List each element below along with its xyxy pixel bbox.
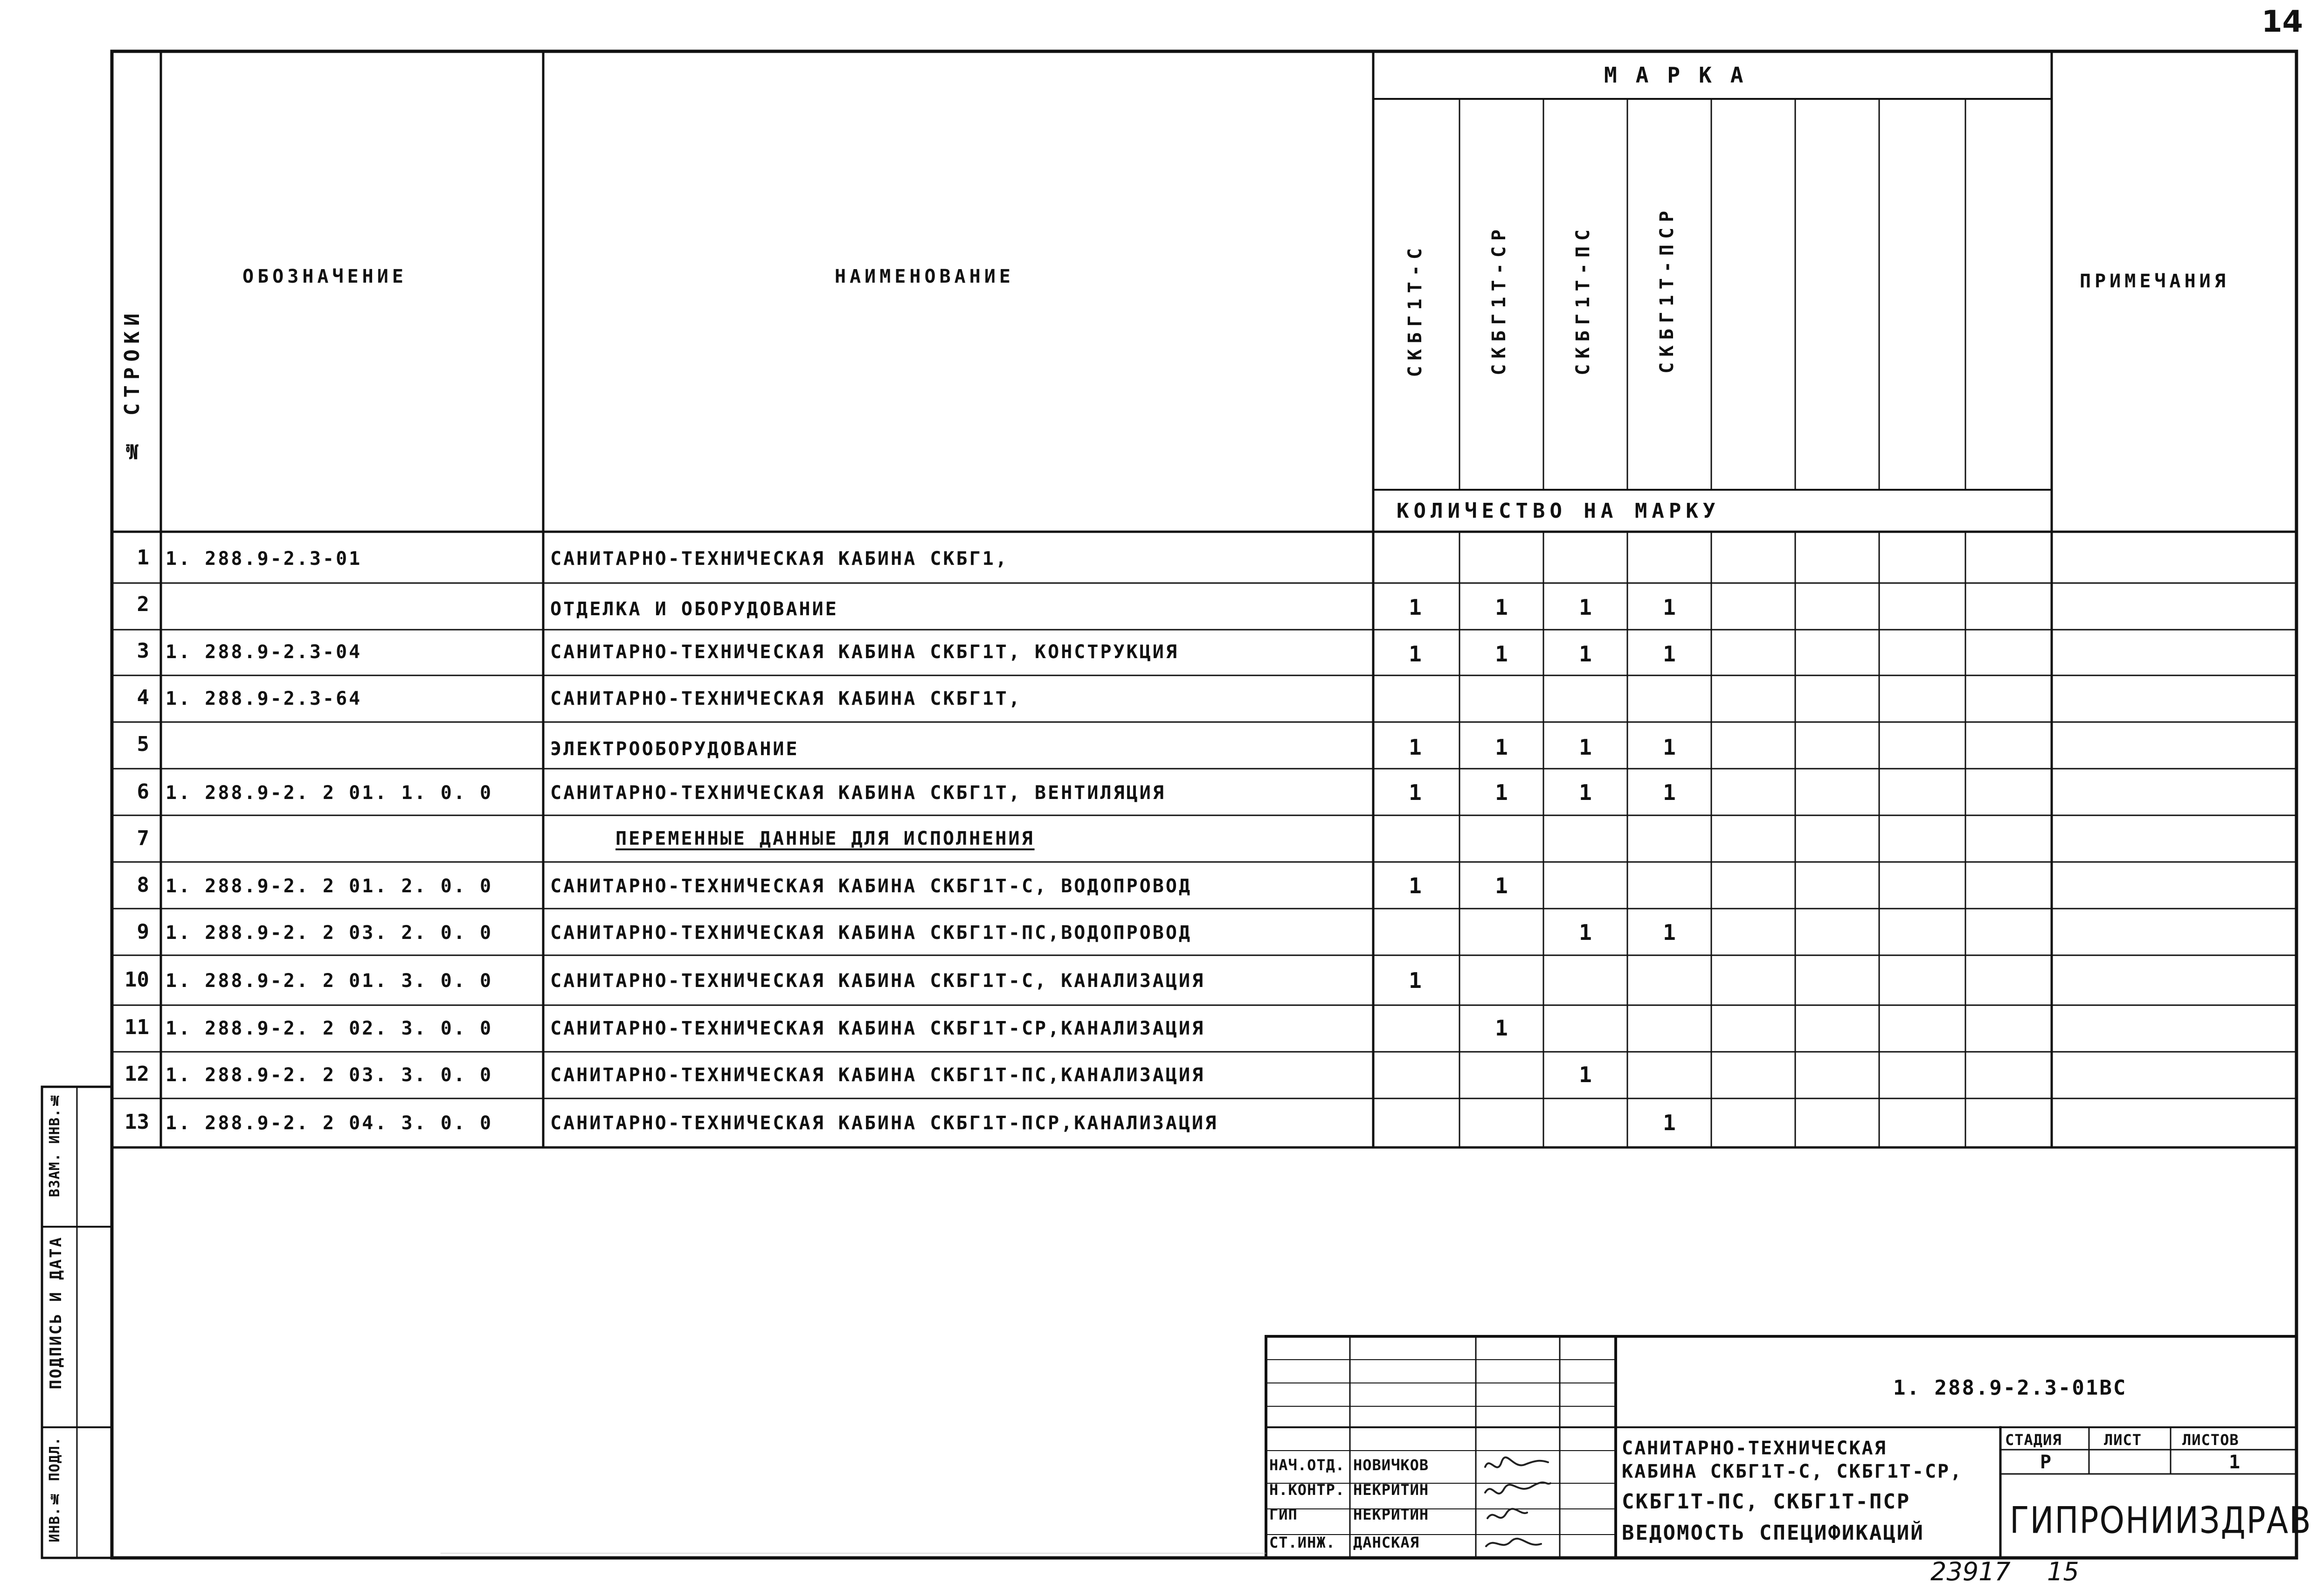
brand-label-1: СКБГ1Т-С (1404, 243, 1426, 377)
qty-cell: 1 (1663, 780, 1676, 805)
row-code: 1. 288.9-2. 2 02. 3. 0. 0 (166, 1018, 493, 1039)
qty-cell: 1 (1579, 595, 1592, 620)
sheets-value: 1 (2229, 1452, 2241, 1473)
sheet-label: ЛИСТ (2104, 1431, 2142, 1449)
title-line-2: КАБИНА СКБГ1Т-С, СКБГ1Т-СР, (1622, 1461, 1963, 1482)
staff-name: НОВИЧКОВ (1353, 1456, 1429, 1474)
qty-cell: 1 (1495, 1015, 1508, 1041)
row-code: 1. 288.9-2.3-01 (166, 548, 362, 570)
qty-cell: 1 (1495, 595, 1508, 620)
row-name: САНИТАРНО-ТЕХНИЧЕСКАЯ КАБИНА СКБГ1Т, ВЕНТИЛЯЦИЯ (550, 782, 1166, 804)
staff-role: СТ.ИНЖ. (1269, 1534, 1335, 1551)
row-number: 8 (137, 873, 149, 897)
section-heading: ПЕРЕМЕННЫЕ ДАННЫЕ ДЛЯ ИСПОЛНЕНИЯ (616, 828, 1035, 849)
row-code: 1. 288.9-2. 2 01. 3. 0. 0 (166, 970, 493, 992)
qty-cell: 1 (1495, 641, 1508, 667)
row-number: 9 (137, 920, 149, 944)
qty-cell: 1 (1409, 873, 1422, 898)
handwritten-number: 23917 (1930, 1557, 2011, 1586)
row-name: САНИТАРНО-ТЕХНИЧЕСКАЯ КАБИНА СКБГ1Т, (550, 688, 1022, 709)
brand-label-4: СКБГ1Т-ПСР (1656, 205, 1678, 374)
row-name: САНИТАРНО-ТЕХНИЧЕСКАЯ КАБИНА СКБГ1Т-С, ВОДОПРОВОД (550, 875, 1192, 897)
stamp-inv-original: ИНВ.№ ПОДЛ. (47, 1437, 63, 1542)
brand-label-2: СКБГ1Т-СР (1488, 224, 1510, 375)
qty-cell: 1 (1663, 1110, 1676, 1135)
row-number: 12 (124, 1062, 149, 1086)
row-number: 13 (124, 1110, 149, 1134)
handwritten-sheet: 15 (2047, 1557, 2079, 1586)
qty-cell: 1 (1409, 595, 1422, 620)
title-line-3: СКБГ1Т-ПС, СКБГ1Т-ПСР (1622, 1490, 1911, 1514)
row-number: 7 (137, 827, 149, 850)
brand-label-3: СКБГ1Т-ПС (1572, 224, 1594, 375)
stage-value: Р (2040, 1452, 2052, 1473)
qty-cell: 1 (1579, 1062, 1592, 1087)
row-name: САНИТАРНО-ТЕХНИЧЕСКАЯ КАБИНА СКБГ1Т-С, КАНАЛИЗАЦИЯ (550, 970, 1205, 992)
stamp-signature-date: ПОДПИСЬ И ДАТА (47, 1236, 65, 1390)
title-line-4: ВЕДОМОСТЬ СПЕЦИФИКАЦИЙ (1622, 1521, 1924, 1545)
row-code: 1. 288.9-2. 2 01. 1. 0. 0 (166, 782, 493, 804)
header-row-number: № СТРОКИ (120, 308, 144, 463)
qty-cell: 1 (1579, 641, 1592, 667)
header-marka: МАРКА (1604, 63, 1762, 88)
qty-cell: 1 (1663, 641, 1676, 667)
row-code: 1. 288.9-2. 2 03. 3. 0. 0 (166, 1064, 493, 1086)
staff-role: Н.КОНТР. (1269, 1481, 1345, 1499)
qty-cell: 1 (1409, 968, 1422, 993)
sheets-label: ЛИСТОВ (2182, 1431, 2239, 1449)
staff-name: НЕКРИТИН (1353, 1506, 1429, 1523)
title-line-1: САНИТАРНО-ТЕХНИЧЕСКАЯ (1622, 1438, 1887, 1459)
qty-cell: 1 (1409, 780, 1422, 805)
qty-cell: 1 (1579, 780, 1592, 805)
row-name: ЭЛЕКТРООБОРУДОВАНИЕ (550, 738, 799, 760)
row-code: 1. 288.9-2.3-04 (166, 641, 362, 663)
row-number: 3 (137, 639, 149, 663)
qty-cell: 1 (1409, 641, 1422, 667)
qty-cell: 1 (1495, 873, 1508, 898)
staff-role: НАЧ.ОТД. (1269, 1456, 1345, 1474)
stage-label: СТАДИЯ (2005, 1431, 2062, 1449)
row-code: 1. 288.9-2.3-64 (166, 688, 362, 709)
row-code: 1. 288.9-2. 2 03. 2. 0. 0 (166, 922, 493, 944)
row-name: САНИТАРНО-ТЕХНИЧЕСКАЯ КАБИНА СКБГ1Т-ПСР,КАНАЛИЗАЦИЯ (550, 1112, 1218, 1134)
row-name: ОТДЕЛКА И ОБОРУДОВАНИЕ (550, 598, 838, 620)
row-code: 1. 288.9-2. 2 01. 2. 0. 0 (166, 875, 493, 897)
row-number: 5 (137, 732, 149, 756)
qty-cell: 1 (1579, 920, 1592, 945)
sheet-number: 14 (2262, 5, 2303, 39)
staff-role: ГИП (1269, 1506, 1298, 1523)
row-name: САНИТАРНО-ТЕХНИЧЕСКАЯ КАБИНА СКБГ1Т-СР,КАНАЛИЗАЦИЯ (550, 1018, 1205, 1039)
qty-cell: 1 (1663, 595, 1676, 620)
row-number: 1 (137, 546, 149, 570)
signatures (1480, 1453, 1555, 1558)
header-name: НАИМЕНОВАНИЕ (835, 266, 1014, 287)
row-name: САНИТАРНО-ТЕХНИЧЕСКАЯ КАБИНА СКБГ1Т, КОНСТРУКЦИЯ (550, 641, 1179, 663)
qty-cell: 1 (1409, 735, 1422, 760)
header-notes: ПРИМЕЧАНИЯ (2080, 271, 2229, 292)
staff-name: НЕКРИТИН (1353, 1481, 1429, 1499)
row-number: 2 (137, 592, 149, 616)
organization-name: ГИПРОНИИЗДРАВ (2010, 1500, 2312, 1542)
row-code: 1. 288.9-2. 2 04. 3. 0. 0 (166, 1112, 493, 1134)
qty-cell: 1 (1495, 735, 1508, 760)
row-number: 10 (124, 968, 149, 992)
staff-name: ДАНСКАЯ (1353, 1534, 1419, 1551)
row-number: 6 (137, 780, 149, 804)
qty-cell: 1 (1495, 780, 1508, 805)
row-number: 11 (124, 1015, 149, 1039)
header-designation: ОБОЗНАЧЕНИЕ (242, 266, 407, 287)
row-number: 4 (137, 686, 149, 709)
row-name: САНИТАРНО-ТЕХНИЧЕСКАЯ КАБИНА СКБГ1, (550, 548, 1009, 570)
qty-cell: 1 (1663, 920, 1676, 945)
qty-cell: 1 (1663, 735, 1676, 760)
row-name: САНИТАРНО-ТЕХНИЧЕСКАЯ КАБИНА СКБГ1Т-ПС,КАНАЛИЗАЦИЯ (550, 1064, 1205, 1086)
row-name: САНИТАРНО-ТЕХНИЧЕСКАЯ КАБИНА СКБГ1Т-ПС,ВОДОПРОВОД (550, 922, 1192, 944)
document-code: 1. 288.9-2.3-01ВС (1893, 1376, 2127, 1400)
header-quantity: КОЛИЧЕСТВО НА МАРКУ (1397, 499, 1720, 523)
stamp-replaced-inv: ВЗАМ. ИНВ.№ (47, 1091, 63, 1197)
qty-cell: 1 (1579, 735, 1592, 760)
